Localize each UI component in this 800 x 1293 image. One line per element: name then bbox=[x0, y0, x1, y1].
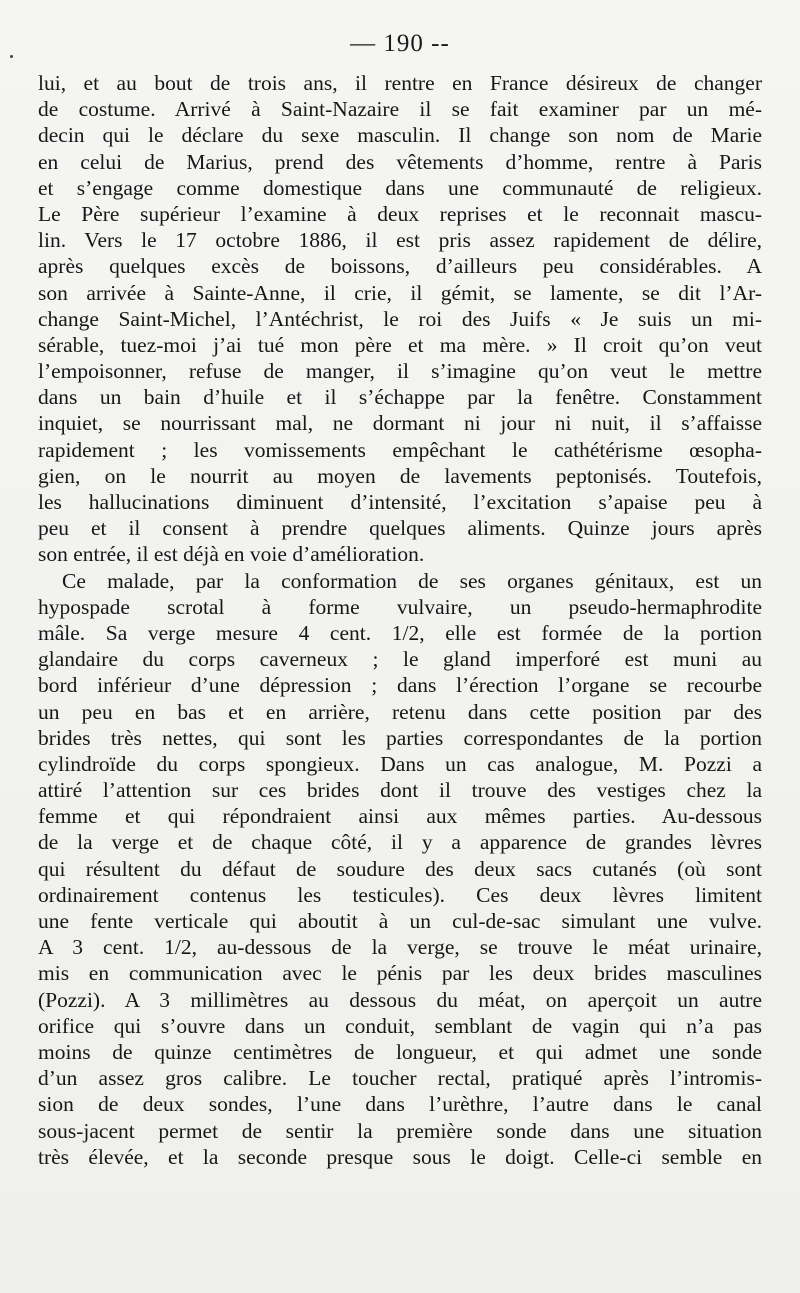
text-line: très élevée, et la seconde presque sous le doigt. Celle-ci semble en bbox=[38, 1144, 762, 1169]
text-line: femme et qui répondraient ainsi aux mêmes parties. Au-dessous bbox=[38, 804, 762, 829]
text-line: cylindroïde du corps spongieux. Dans un cas analogue, M. Pozzi a bbox=[38, 751, 762, 776]
text-line: A 3 cent. 1/2, au-dessous de la verge, se trouve le méat urinaire, bbox=[38, 935, 762, 960]
text-line: sous-jacent permet de sentir la première sonde dans une situation bbox=[38, 1118, 762, 1143]
text-line: en celui de Marius, prend des vêtements d’homme, rentre à Paris bbox=[38, 149, 762, 174]
text-line: attiré l’attention sur ces brides dont il trouve des vestiges chez la bbox=[38, 778, 762, 803]
text-line: qui résultent du défaut de soudure des deux sacs cutanés (où sont bbox=[38, 856, 762, 881]
text-line: (Pozzi). A 3 millimètres au dessous du méat, on aperçoit un autre bbox=[38, 987, 762, 1012]
text-line: un peu en bas et en arrière, retenu dans cette position par des bbox=[38, 699, 762, 724]
text-line: peu et il consent à prendre quelques aliments. Quinze jours après bbox=[38, 516, 762, 541]
text-line: inquiet, se nourrissant mal, ne dormant ni jour ni nuit, il s’affaisse bbox=[38, 411, 762, 436]
text-line: son entrée, il est déjà en voie d’amélioration. bbox=[38, 542, 425, 567]
text-line: sérable, tuez-moi j’ai tué mon père et ma mère. » Il croit qu’on veut bbox=[38, 332, 762, 357]
page-number: — 190 -- bbox=[350, 30, 450, 57]
text-line: rapidement ; les vomissements empêchant le cathétérisme œsopha- bbox=[38, 437, 762, 462]
text-line: les hallucinations diminuent d’intensité, l’excitation s’apaise peu à bbox=[38, 490, 762, 514]
text-line: hypospade scrotal à forme vulvaire, un pseudo-hermaphrodite bbox=[38, 594, 762, 619]
text-line: orifice qui s’ouvre dans un conduit, semblant de vagin qui n’a pas bbox=[38, 1013, 762, 1038]
text-line: Ce malade, par la conformation de ses organes génitaux, est un bbox=[62, 568, 762, 593]
text-line: après quelques excès de boissons, d’ailleurs peu considérables. A bbox=[38, 254, 762, 279]
text-line: de la verge et de chaque côté, il y a apparence de grandes lèvres bbox=[38, 830, 762, 855]
text-line: change Saint-Michel, l’Antéchrist, le roi des Juifs « Je suis un mi- bbox=[38, 306, 762, 331]
text-line: brides très nettes, qui sont les parties correspondantes de la portion bbox=[38, 725, 762, 750]
text-line: sion de deux sondes, l’une dans l’urèthre, l’autre dans le canal bbox=[38, 1092, 762, 1117]
text-line: lui, et au bout de trois ans, il rentre en France désireux de changer bbox=[38, 71, 762, 95]
text-line: mis en communication avec le pénis par les deux brides masculines bbox=[38, 961, 762, 986]
text-line: ordinairement contenus les testicules). Ces deux lèvres limitent bbox=[38, 882, 762, 907]
text-line: son arrivée à Sainte-Anne, il crie, il gémit, se lamente, se dit l’Ar- bbox=[38, 280, 762, 305]
text-line: glandaire du corps caverneux ; le gland imperforé est muni au bbox=[38, 647, 762, 672]
text-line: decin qui le déclare du sexe masculin. Il change son nom de Marie bbox=[38, 123, 762, 148]
text-line: d’un assez gros calibre. Le toucher rectal, pratiqué après l’intromis- bbox=[38, 1066, 762, 1091]
text-line: mâle. Sa verge mesure 4 cent. 1/2, elle est formée de la portion bbox=[38, 620, 762, 645]
text-line: gien, on le nourrit au moyen de lavements peptonisés. Toutefois, bbox=[38, 463, 762, 488]
text-line: bord inférieur d’une dépression ; dans l’érection l’organe se recourbe bbox=[38, 673, 762, 698]
text-line: l’empoisonner, refuse de manger, il s’imagine qu’on veut le mettre bbox=[38, 359, 762, 384]
text-line: dans un bain d’huile et il s’échappe par la fenêtre. Constamment bbox=[38, 385, 762, 410]
text-line: lin. Vers le 17 octobre 1886, il est pris assez rapidement de délire, bbox=[38, 228, 762, 253]
text-line: une fente verticale qui aboutit à un cul-de-sac simulant une vulve. bbox=[38, 909, 762, 933]
text-line: et s’engage comme domestique dans une communauté de religieux. bbox=[38, 175, 762, 200]
text-line: Le Père supérieur l’examine à deux reprises et le reconnait mascu- bbox=[38, 201, 762, 226]
body-text bbox=[38, 70, 762, 1170]
text-line: de costume. Arrivé à Saint-Nazaire il se fait examiner par un mé- bbox=[38, 97, 762, 122]
text-line: moins de quinze centimètres de longueur, et qui admet une sonde bbox=[38, 1039, 762, 1064]
